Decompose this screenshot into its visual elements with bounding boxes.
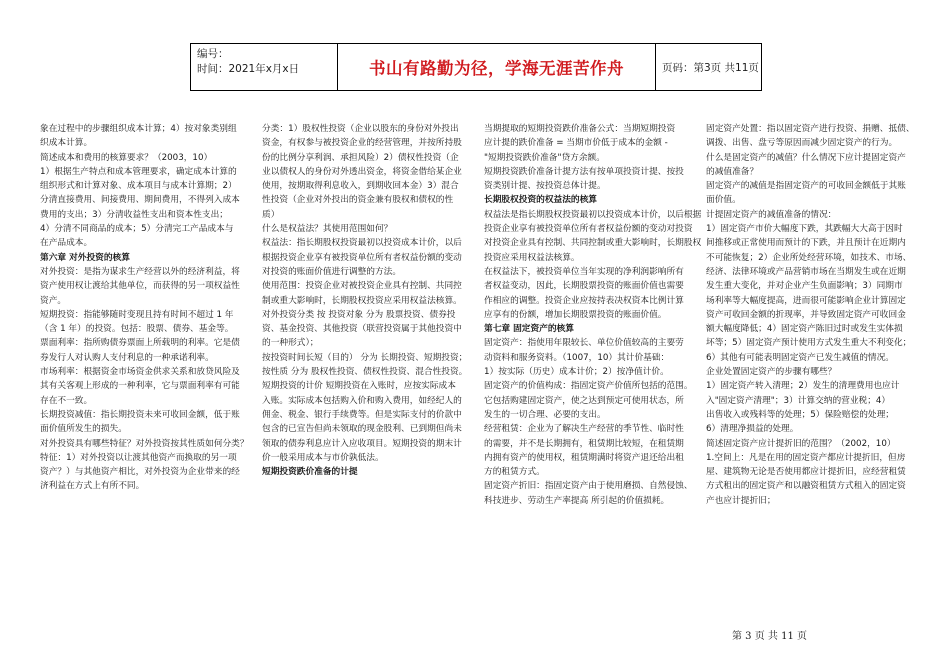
page-footer: 第 3 页 共 11 页: [732, 631, 807, 642]
header-meta: [191, 44, 338, 90]
text-line: 1.空间上：凡是在用的固定资产都应计提折旧，但房: [706, 452, 906, 463]
text-line: 发生的一切合理、必要的支出。: [484, 409, 606, 420]
text-line: 资产？）与其他资产相比，对外投资为企业带来的经: [40, 467, 240, 478]
text-line: 费用的支出；3）分清收益性支出和资本性支出；: [40, 209, 228, 220]
text-line: 屋、建筑物无论是否使用都应计提折旧，应经营租赁: [706, 467, 906, 478]
text-line: 使用范围：投资企业对被投资企业具有控制、共同控: [262, 281, 462, 292]
header-page-label: 页码：第3页 共11页: [662, 61, 759, 74]
text-line: 的减值准备？: [706, 166, 759, 177]
text-column-3: [484, 122, 702, 508]
text-line: 按投资时间长短（目的） 分为 长期投资、短期投资；: [262, 352, 468, 363]
text-line: 6）其他有可能表明固定资产已发生减值的情况。: [706, 352, 894, 363]
text-line: 济利益在方式上有所不同。: [40, 481, 145, 492]
text-line: 什么是权益法？其使用范围如何？: [262, 224, 393, 235]
text-line: 的需要，并不是长期拥有，租赁期比较短，在租赁期: [484, 438, 684, 449]
text-line: 当期提取的短期投资跌价准备公式：当期短期投资: [484, 124, 676, 134]
text-line: 资产可收回金额的折现率，并导致固定资产可收回金: [706, 309, 906, 320]
text-line: 对外投资：是指为谋求生产经营以外的经济利益，将: [40, 266, 240, 277]
text-line: （含 1 年）的投资。包括：股票、债券、基金等。: [40, 324, 234, 335]
text-line: 制或重大影响时，长期股权投资应采用权益法核算。: [262, 295, 462, 306]
text-line: 在产品成本。: [40, 238, 93, 249]
text-line: 对外投资具有哪些特征？对外投资按其性质如何分类？: [40, 438, 249, 449]
section-heading: 短期投资跌价准备的计提: [262, 467, 358, 478]
text-line: 质）: [262, 209, 280, 220]
text-line: 份的比例分享利润、承担风险）2）债权性投资（企: [262, 152, 459, 163]
text-line: 方的租赁方式。: [484, 467, 545, 478]
text-line: 分清直接费用、间接费用、期间费用，不得列入成本: [40, 195, 240, 206]
text-line: 象在过程中的步骤组织成本计算；4）按对象类别组: [40, 124, 237, 134]
text-line: 入账。实际成本包括购入价和购入费用，如经纪人的: [262, 395, 462, 406]
text-line: 权益法：指长期股权投资最初以投资成本计价，以后: [262, 238, 462, 249]
text-line: 1）按实际（历史）成本计价；2）按净值计价。: [484, 367, 669, 378]
text-line: 坏等；5）固定资产预计使用方式发生重大不利变化；: [706, 338, 912, 349]
header-motto: 书山有路勤为径，学海无涯苦作舟: [338, 44, 656, 90]
text-line: 作相应的调整。投资企业应按持表决权资本比例计算: [484, 295, 684, 306]
text-line: 固定资产：指使用年限较长、单位价值较高的主要劳: [484, 338, 684, 349]
text-line: 资类别计提、按投资总体计提。: [484, 181, 606, 192]
text-line: 1）固定资产转入清理；2）发生的清理费用也应计: [706, 381, 900, 392]
document-date-label: 时间：2021年x月x日: [197, 63, 300, 75]
text-line: 面价值所发生的损失。: [40, 424, 127, 435]
text-line: 市场利率：根据资金市场资金供求关系和放贷风险及: [40, 367, 240, 378]
text-line: 权益法是指长期股权投资最初以投资成本计价，以后根据: [484, 209, 702, 220]
text-line: 在权益法下，被投资单位当年实现的净利润影响所有: [484, 266, 684, 277]
text-line: 企业处置固定资产的步骤有哪些？: [706, 367, 837, 378]
text-line: 票面利率：指所购债券票面上所载明的利率。它是债: [40, 338, 240, 349]
text-line: 应计提的跌价准备 = 当期市价低于成本的金额 -: [484, 138, 668, 149]
text-line: 投资企业享有被投资单位所有者权益份额的变动对投资: [484, 224, 693, 235]
text-line: 方式租出的固定资产和以融资租赁方式租入的固定资: [706, 481, 906, 492]
text-line: 额大幅度降低；4）固定资产陈旧过时或发生实体损: [706, 324, 903, 335]
text-line: 根据投资企业享有被投资单位所有者权益份额的变动: [262, 252, 462, 263]
text-line: 调拨、出售、盘亏等原因而减少固定资产的行为。: [706, 138, 898, 149]
text-line: 固定资产的价值构成：指固定资产价值所包括的范围。: [484, 381, 693, 392]
text-line: 长期投资减值：指长期投资未来可收回金额，低于账: [40, 409, 240, 420]
text-line: 业以债权人的身份对外透出资金，将资金借给某企业: [262, 166, 462, 177]
text-line: 者权益变动，因此，长期股票投资的账面价值也需要: [484, 281, 684, 292]
page-header: [190, 43, 762, 91]
text-line: 分类：1）股权性投资（企业以股东的身份对外投出: [262, 124, 459, 134]
text-line: 佣金、税金、银行手续费等。但是实际支付的价款中: [262, 409, 462, 420]
text-line: 场利率等大幅度提高，进而很可能影响企业计算固定: [706, 295, 906, 306]
text-line: 简述成本和费用的核算要求？（2003，10）: [40, 152, 213, 163]
text-line: 发生重大变化，并对企业产生负面影响；3）同期市: [706, 281, 903, 292]
text-line: 1）固定资产市价大幅度下跌，其跌幅大大高于因时: [706, 224, 903, 235]
text-line: 按性质 分为 股权性投资、债权性投资、混合性投资。: [262, 367, 468, 378]
text-line: 固定资产的减值是指固定资产的可收回金额低于其账: [706, 181, 906, 192]
text-line: 领取的债券利息应计入应收项目。短期投资的期末计: [262, 438, 462, 449]
text-line: 包含的已宣告但尚未领取的现金股利、已到期但尚未: [262, 424, 462, 435]
text-line: 特征：1）对外投资以让渡其他资产而换取的另一项: [40, 452, 237, 463]
text-line: 短期投资跌价准备计提方法有按单项投资计提、按投: [484, 166, 684, 177]
text-line: 织成本计算。: [40, 138, 93, 149]
text-line: 短期投资：指能够随时变现且持有时间不超过 1 年: [40, 309, 234, 320]
text-line: 对外投资分类 按 投资对象 分为 股票投资、债券投: [262, 309, 456, 320]
text-line: 出售收入或残料等的处理；5）保险赔偿的处理；: [706, 409, 894, 420]
text-line: 其有关客观上形成的一种利率，它与票面利率有可能: [40, 381, 240, 392]
text-line: 科技进步、劳动生产率提高 所引起的价值损耗。: [484, 495, 670, 506]
text-line: 存在不一致。: [40, 395, 93, 406]
text-line: 它包括购建固定资产，使之达到预定可使用状态，所: [484, 395, 684, 406]
text-column-2: [262, 122, 474, 479]
text-line: 对投资的账面价值进行调整的方法。: [262, 266, 401, 277]
text-line: 不可能恢复；2）企业所处经营环境，如技术、市场、: [706, 252, 912, 263]
text-line: 资、基金投资、其他投资（联营投资属于其他投资中: [262, 324, 462, 335]
section-heading: 第七章 固定资产的核算: [484, 324, 574, 335]
text-line: 面价值。: [706, 195, 741, 206]
text-line: 内拥有资产的使用权，租赁期满时将资产退还给出租: [484, 452, 684, 463]
text-line: 资金，有权参与被投资企业的经营管理，并按所持股: [262, 138, 462, 149]
text-line: 固定资产处置：指以固定资产进行投资、捐赠、抵债、: [706, 124, 915, 134]
text-line: 固定资产折旧：指固定资产由于使用磨损、自然侵蚀、: [484, 481, 693, 492]
document-number-label: 编号：: [197, 48, 229, 60]
text-line: 资产使用权让渡给其他单位，而获得的另一项权益性: [40, 281, 240, 292]
text-line: 入"固定资产清理"；3）计算交纳的营业税；4）: [706, 395, 891, 406]
text-line: 对投资企业具有控制、共同控制或重大影响时，长期股权: [484, 238, 702, 249]
text-line: "短期投资跌价准备"贷方余额。: [484, 152, 605, 163]
text-line: 使用，按期取得利息收入，到期收回本金）3）混合: [262, 181, 459, 192]
text-line: 短期投资的计价 短期投资在入账时，应按实际成本: [262, 381, 456, 392]
text-line: 1）根据生产特点和成本管理要求，确定成本计算的: [40, 166, 237, 177]
text-line: 价一般采用成本与市价孰低法。: [262, 452, 384, 463]
text-line: 投资应采用权益法核算。: [484, 252, 580, 263]
text-line: 资产。: [40, 295, 67, 306]
section-heading: 第六章 对外投资的核算: [40, 252, 130, 263]
text-column-1: [40, 122, 252, 494]
text-line: 简述固定资产应计提折旧的范围？（2002，10）: [706, 438, 896, 449]
text-line: 应享有的份额，增加长期股票投资的账面价值。: [484, 309, 667, 320]
text-line: 经济、法律环境或产品营销市场在当期发生或在近期: [706, 266, 906, 277]
text-line: 组织形式和计算对象、成本项目与成本计算期；2）: [40, 181, 237, 192]
text-line: 的一种形式）；: [262, 338, 319, 349]
text-line: 产也应计提折旧；: [706, 495, 776, 506]
text-column-4: [706, 122, 918, 508]
text-line: 什么是固定资产的减值？什么情况下应计提固定资产: [706, 152, 906, 163]
text-line: 券发行人对认购人支付利息的一种承诺利率。: [40, 352, 214, 363]
text-line: 动资料和服务资料。（1007，10）其计价基础：: [484, 352, 670, 363]
text-line: 计提固定资产的减值准备的情况：: [706, 209, 837, 220]
text-line: 间推移或正常使用而预计的下跌，并且预计在近期内: [706, 238, 906, 249]
section-heading: 长期股权投资的权益法的核算: [484, 195, 597, 206]
text-line: 性投资（企业对外投出的资金兼有股权和债权的性: [262, 195, 454, 206]
text-line: 经营租赁：企业为了解决生产经营的季节性、临时性: [484, 424, 684, 435]
text-line: 4）分清不同商品的成本；5）分清完工产品成本与: [40, 224, 234, 235]
text-line: 6）清理净损益的处理。: [706, 424, 799, 435]
